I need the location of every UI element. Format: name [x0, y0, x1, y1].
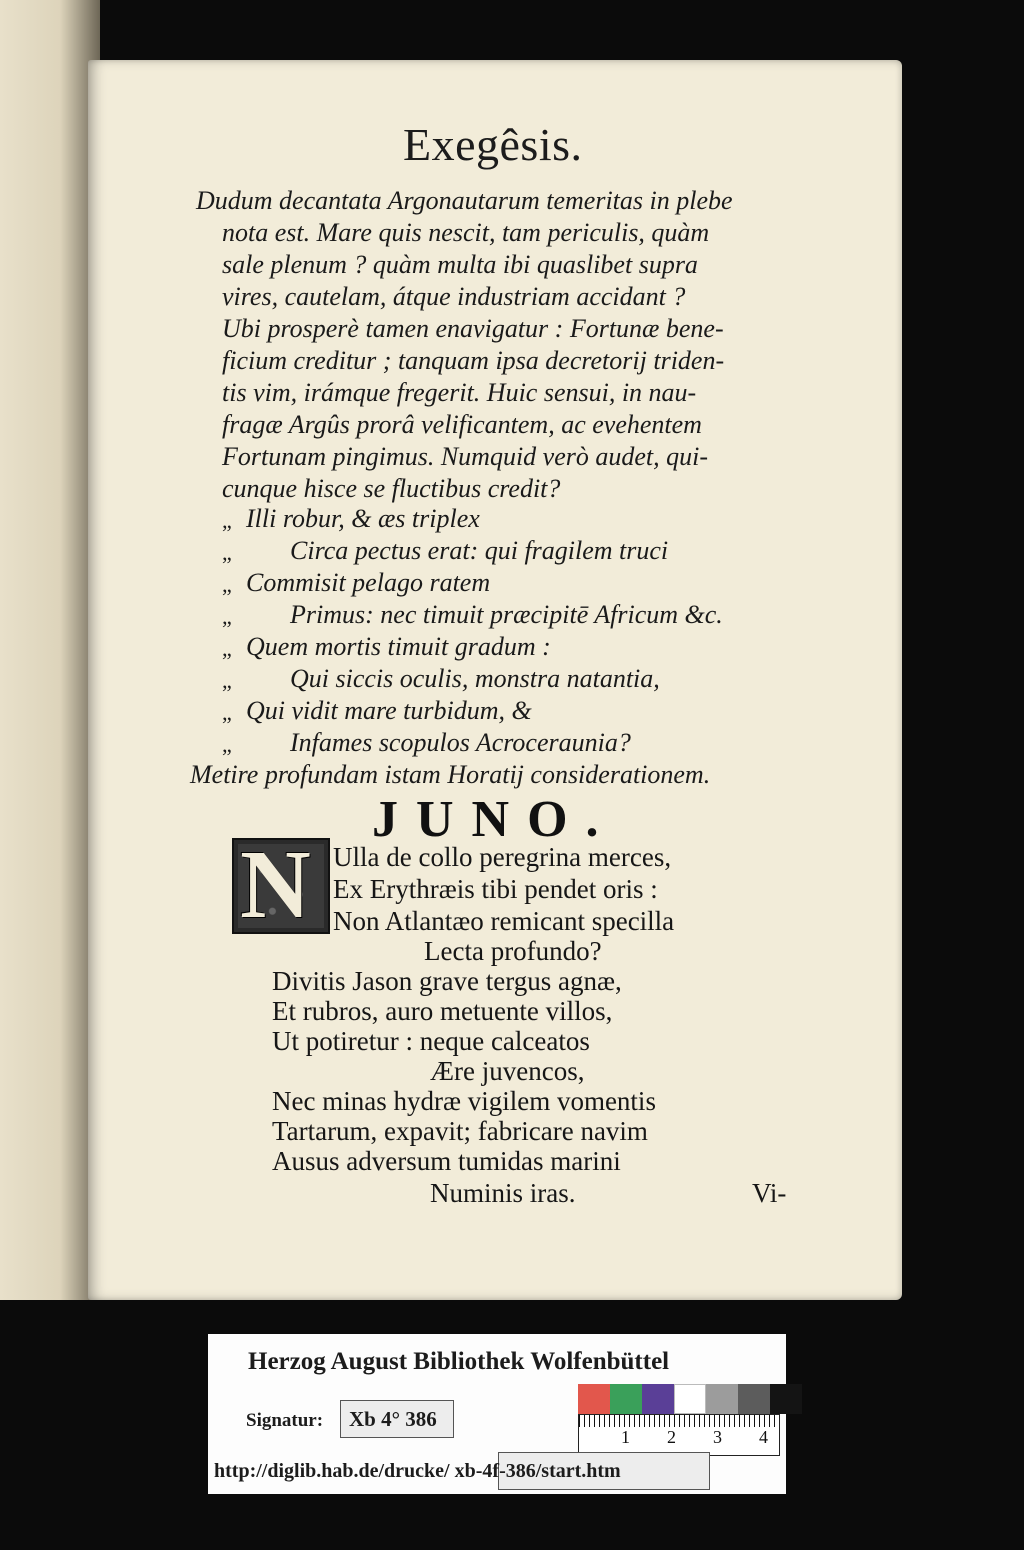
prose-line: Ubi prosperè tamen enavigatur : Fortunæ bene-: [222, 314, 724, 343]
quote-line: Infames scopulos Acroceraunia?: [290, 728, 631, 757]
section-title: JUNO.: [372, 791, 617, 848]
prose-line: fragæ Argûs prorâ velificantem, ac evehentem: [222, 410, 702, 439]
ruler-ticks: [579, 1415, 779, 1427]
quote-line: Illi robur, & æs triplex: [246, 504, 480, 533]
quote-mark: „: [222, 540, 232, 565]
color-swatch: [738, 1384, 770, 1414]
quote-mark: „: [222, 604, 232, 629]
url-prefix: http://diglib.hab.de/drucke/: [214, 1460, 450, 1482]
catchword: Vi-: [752, 1178, 787, 1208]
color-swatch: [610, 1384, 642, 1414]
catalog-url[interactable]: [214, 1460, 621, 1483]
prose-line: sale plenum ? quàm multa ibi quaslibet supra: [222, 250, 698, 279]
quote-line: Commisit pelago ratem: [246, 568, 491, 597]
poem-line: Ausus adversum tumidas marini: [272, 1146, 621, 1176]
poem-line: Ulla de collo peregrina merces,: [333, 842, 672, 872]
signature-label: Signatur:: [246, 1410, 324, 1431]
quote-line: Qui vidit mare turbidum, &: [246, 696, 532, 725]
quote-mark: „: [222, 700, 232, 725]
poem-line: Lecta profundo?: [424, 936, 602, 966]
color-swatch: [770, 1384, 802, 1414]
poem-line: Ex Erythræis tibi pendet oris :: [333, 874, 658, 904]
poem-line: Non Atlantæo remicant specilla: [333, 906, 675, 936]
color-calibration-chart: [578, 1384, 802, 1414]
closing-line: Metire profundam istam Horatij considerationem.: [190, 760, 711, 789]
quote-line: Quem mortis timuit gradum :: [246, 632, 551, 661]
color-swatch: [578, 1384, 610, 1414]
quote-mark: „: [222, 508, 232, 533]
color-swatch: [706, 1384, 738, 1414]
scale-ruler: [578, 1414, 780, 1456]
page-heading: Exegêsis.: [403, 119, 583, 170]
poem-line: Tartarum, expavit; fabricare navim: [272, 1116, 648, 1146]
initial-letter: N: [240, 831, 311, 939]
prose-line: cunque hisce se fluctibus credit?: [222, 474, 561, 503]
quote-mark: „: [222, 668, 232, 693]
quote-line: Circa pectus erat: qui fragilem truci: [290, 536, 669, 565]
quote-mark: „: [222, 636, 232, 661]
color-swatch: [642, 1384, 674, 1414]
signature-box: [340, 1400, 454, 1438]
library-name: Herzog August Bibliothek Wolfenbüttel: [248, 1348, 670, 1375]
ruler-number: 3: [713, 1427, 722, 1447]
quote-mark: „: [222, 732, 232, 757]
prose-line: vires, cautelam, átque industriam accidant ?: [222, 282, 686, 311]
poem-line: Nec minas hydræ vigilem vomentis: [272, 1086, 656, 1116]
url-path: xb-4f-386/start.htm: [454, 1460, 621, 1482]
left-page-edge: [0, 0, 100, 1300]
quote-line: Qui siccis oculis, monstra natantia,: [290, 664, 660, 693]
prose-line: ficium creditur ; tanquam ipsa decretorij triden-: [222, 346, 725, 375]
prose-line: nota est. Mare quis nescit, tam periculis, quàm: [222, 218, 710, 247]
prose-line: Dudum decantata Argonautarum temeritas in plebe: [196, 186, 733, 215]
poem-line: Ut potiretur : neque calceatos: [272, 1026, 590, 1056]
prose-line: tis vim, irámque fregerit. Huic sensui, in nau-: [222, 378, 697, 407]
poem-line: Et rubros, auro metuente villos,: [272, 996, 613, 1026]
quote-mark: „: [222, 572, 232, 597]
poem-line: Divitis Jason grave tergus agnæ,: [272, 966, 622, 996]
color-swatch: [674, 1384, 706, 1414]
poem-line: Ære juvencos,: [430, 1056, 585, 1086]
ruler-number: 2: [667, 1427, 676, 1447]
prose-line: Fortunam pingimus. Numquid verò audet, qui-: [222, 442, 709, 471]
ruler-number: 1: [621, 1427, 630, 1447]
library-label: [208, 1334, 786, 1494]
quote-line: Primus: nec timuit præcipitē Africum &c.: [290, 600, 723, 629]
signature-value: Xb 4° 386: [349, 1407, 437, 1431]
decorated-initial: [232, 831, 330, 939]
poem-line: Numinis iras.: [430, 1178, 576, 1208]
ruler-number: 4: [759, 1427, 768, 1447]
